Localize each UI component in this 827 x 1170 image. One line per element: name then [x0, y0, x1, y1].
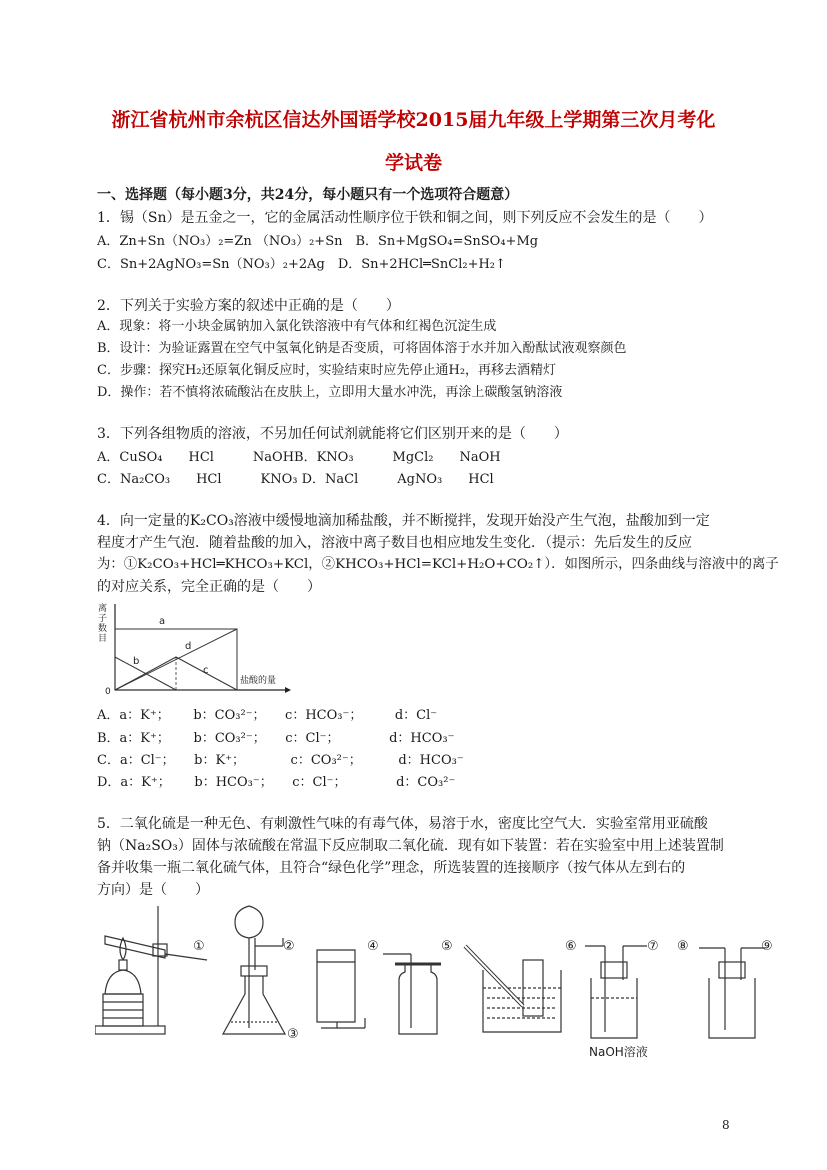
q5-stem-line4: 方向）是（ ）: [97, 882, 209, 898]
paper-title-line1: 浙江省杭州市余杭区信达外国语学校2015届九年级上学期第三次月考化: [111, 109, 716, 131]
q1-options-ab: A．Zn+Sn（NO₃）₂=Zn （NO₃）₂+Sn B．Sn+MgSO₄=SnSO₄+Mg: [97, 234, 539, 249]
q3-options-ab: A．CuSO₄ HCl NaOHB．KNO₃ MgCl₂ NaOH: [97, 450, 501, 465]
q2-option-c: C．步骤：探究H₂还原氧化铜反应时，实验结束时应先停止通H₂，再移去酒精灯: [97, 363, 557, 378]
label-3: ③: [287, 1027, 299, 1042]
apparatus-6-naoh-bottle: [585, 946, 647, 1038]
curve-d-label: d: [185, 641, 192, 652]
separatory-funnel: [235, 906, 263, 938]
apparatus-3-cylinder: [317, 950, 365, 1028]
q3-stem: 3．下列各组物质的溶液，不另加任何试剂就能将它们区别开来的是（ ）: [97, 426, 568, 442]
q2-option-d: D．操作：若不慎将浓硫酸沾在皮肤上，立即用大量水冲洗，再涂上碳酸氢钠溶液: [97, 385, 563, 400]
page-number: 8: [722, 1118, 730, 1132]
label-2: ②: [283, 939, 295, 954]
gas-cylinder: [317, 950, 355, 1022]
delivery-tube: [165, 954, 207, 960]
conical-flask: [223, 976, 285, 1034]
apparatus-4-bottle: [383, 954, 441, 1034]
label-6: ⑥: [565, 939, 577, 954]
q4-stem-line2: 程度才产生气泡．随着盐酸的加入，溶液中离子数目也相应地发生变化．（提示：先后发生的反应: [97, 535, 692, 551]
q5-stem-line2: 钠（Na₂SO₃）固体与浓硫酸在常温下反应制取二氧化硫．现有如下装置：若在实验室中用上述装置制: [97, 838, 724, 854]
origin-label: 0: [105, 687, 111, 697]
q2-option-a: A．现象：将一小块金属钠加入氯化铁溶液中有气体和红褐色沉淀生成: [97, 319, 497, 334]
q4-stem-line3: 为：①K₂CO₃+HCl═KHCO₃+KCl，②KHCO₃+HCl=KCl+H₂O+CO₂↑）．如图所示，四条曲线与溶液中的离子: [97, 557, 779, 572]
paper-title-line2: 学试卷: [384, 152, 442, 174]
q2-stem: 2．下列关于实验方案的叙述中正确的是（ ）: [97, 298, 400, 314]
q4-option-c: C．a：Cl⁻； b：K⁺； c：CO₃²⁻； d：HCO₃⁻: [97, 753, 464, 768]
q4-stem-line4: 的对应关系，完全正确的是（ ）: [97, 579, 321, 595]
x-axis-arrow: [285, 687, 291, 693]
x-axis-label: 盐酸的量: [240, 676, 277, 686]
label-9: ⑨: [761, 939, 773, 954]
q3-options-cd: C．Na₂CO₃ HCl KNO₃ D．NaCl AgNO₃ HCl: [97, 472, 494, 487]
q5-stem-line3: 备并收集一瓶二氧化硫气体，且符合“绿色化学”理念，所选装置的连接顺序（按气体从左到右的: [97, 860, 686, 876]
curve-b-label: b: [133, 656, 140, 667]
label-1: ①: [193, 939, 205, 954]
q1-options-cd: C．Sn+2AgNO₃=Sn（NO₃）₂+2Ag D．Sn+2HCl═SnCl₂+H₂↑: [97, 257, 506, 272]
collection-bottle: [399, 964, 437, 1034]
wash-bottle: [591, 978, 637, 1038]
flask-stopper: [241, 966, 267, 976]
section-heading: 一、选择题（每小题3分，共24分，每小题只有一个选项符合题意）: [97, 187, 519, 203]
label-5: ⑤: [441, 939, 453, 954]
q5-stem-line1: 5．二氧化硫是一种无色、有刺激性气味的有毒气体，易溶于水，密度比空气大．实验室常用亚硫酸: [97, 816, 708, 832]
apparatus-8-bottle: [699, 948, 765, 1038]
curve-a-label: a: [159, 616, 166, 627]
apparatus-1-heating: [95, 906, 207, 1034]
label-8: ⑧: [677, 939, 689, 954]
q2-option-b: B．设计：为验证露置在空气中氢氧化钠是否变质，可将固体溶于水并加入酚酞试液观察颜色: [97, 341, 627, 356]
test-tube: [105, 936, 165, 958]
q4-option-d: D．a：K⁺； b：HCO₃⁻； c：Cl⁻； d：CO₃²⁻: [97, 775, 456, 790]
naoh-solution-label: NaOH溶液: [589, 1045, 648, 1059]
alcohol-lamp: [105, 970, 141, 994]
apparatus-figure: [95, 898, 785, 1068]
apparatus-5-trough: [465, 946, 561, 1032]
y-axis-label-4: 目: [98, 634, 108, 644]
y-axis-label-2: 子: [98, 614, 108, 624]
y-axis-label-1: 离: [98, 604, 108, 614]
y-axis-label-3: 数: [98, 624, 108, 634]
apparatus-2-flask: [223, 906, 285, 1034]
stand-base: [95, 1026, 165, 1034]
q1-stem: 1．锡（Sn）是五金之一，它的金属活动性顺序位于铁和铜之间，则下列反应不会发生的是（ ）: [97, 210, 713, 226]
q4-stem-line1: 4．向一定量的K₂CO₃溶液中缓慢地滴加稀盐酸，并不断搅拌，发现开始没产生气泡，盐酸加到一定: [97, 513, 710, 529]
q4-option-a: A．a：K⁺； b：CO₃²⁻； c：HCO₃⁻； d：Cl⁻: [97, 708, 438, 723]
q4-option-b: B．a：K⁺； b：CO₃²⁻； c：Cl⁻； d：HCO₃⁻: [97, 731, 455, 746]
empty-bottle: [709, 978, 755, 1038]
curve-c-label: c: [203, 665, 209, 676]
label-7: ⑦: [647, 939, 659, 954]
label-4: ④: [367, 939, 379, 954]
ion-graph: [95, 600, 295, 700]
